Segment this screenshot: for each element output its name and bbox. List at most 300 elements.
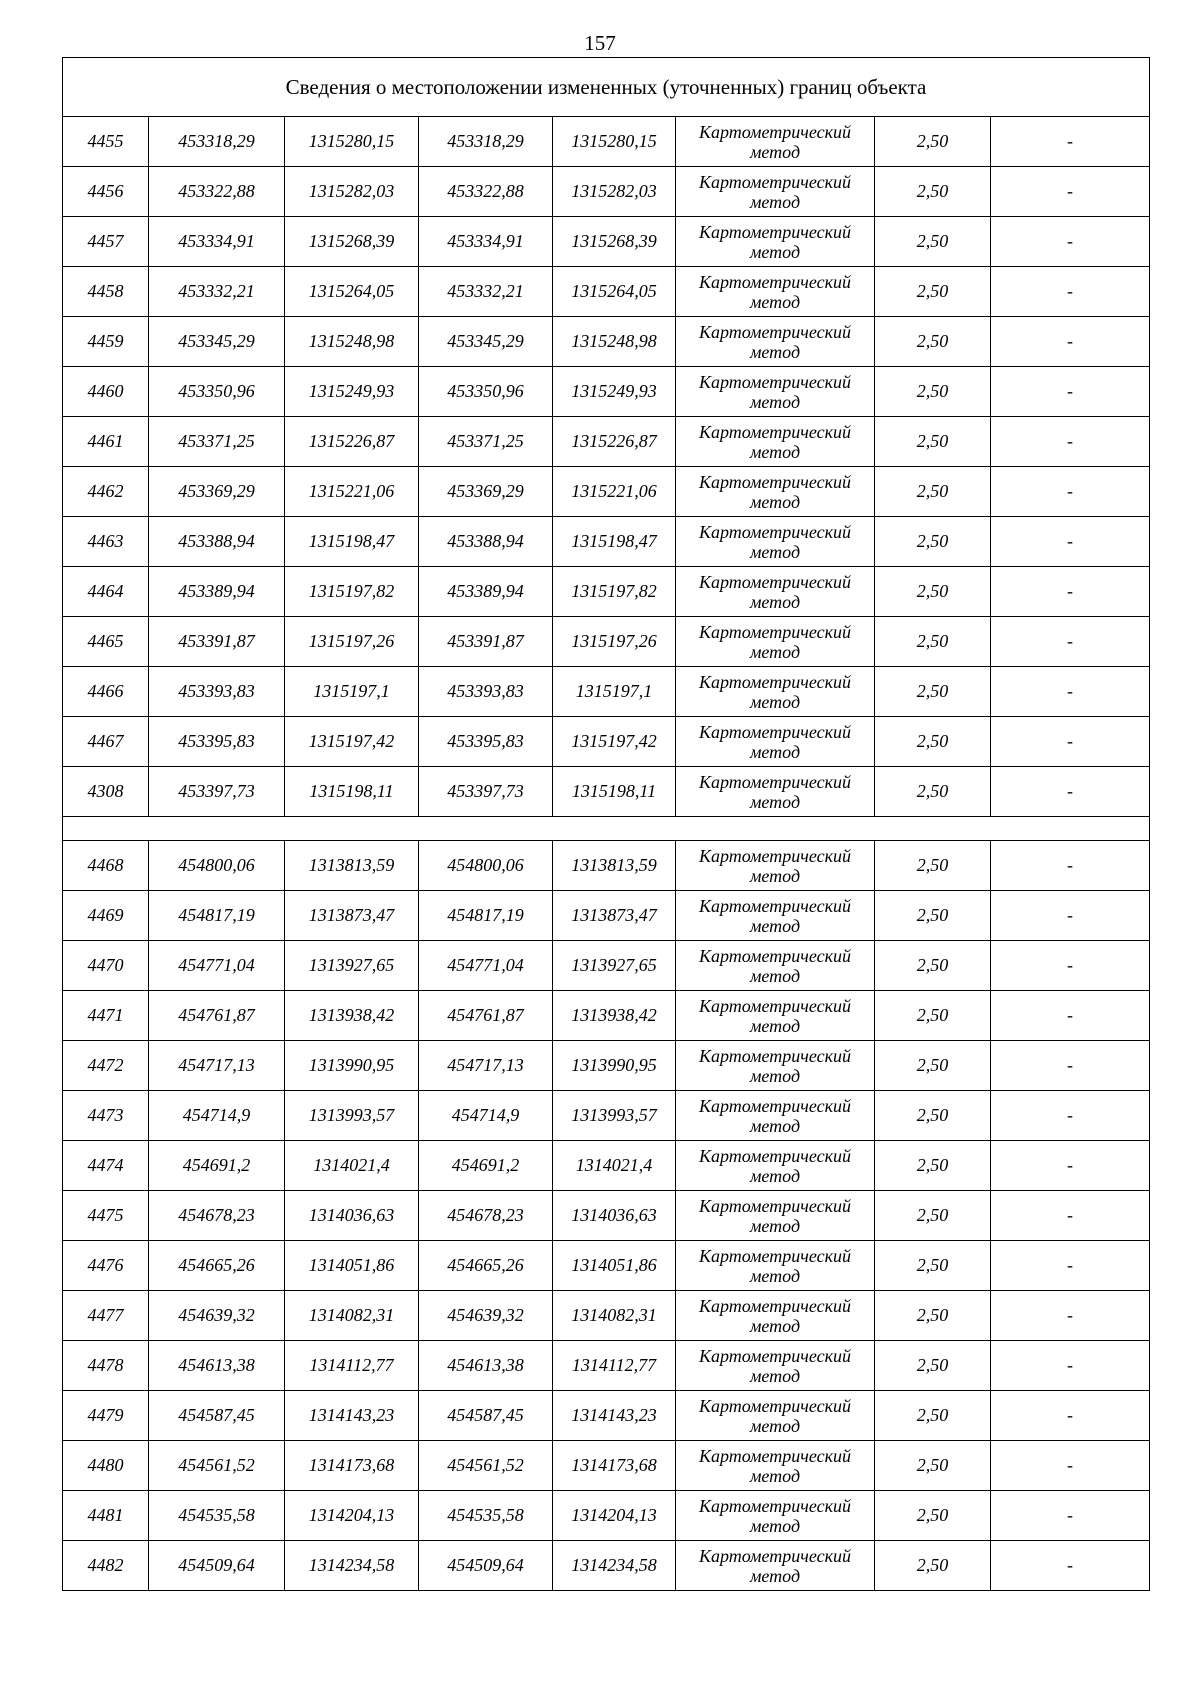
existing-x-cell: 453389,94: [149, 567, 285, 617]
method-line-2: метод: [749, 1415, 801, 1436]
existing-y-cell: 1313990,95: [285, 1041, 419, 1091]
description-cell: -: [991, 567, 1150, 617]
description-cell: -: [991, 991, 1150, 1041]
refined-y-cell: 1314036,63: [553, 1191, 676, 1241]
accuracy-cell: 2,50: [875, 267, 991, 317]
method-line-1: Картометрический: [698, 1345, 851, 1366]
method-line-1: Картометрический: [698, 1145, 851, 1166]
existing-x-cell: 454509,64: [149, 1541, 285, 1591]
table-row: [63, 417, 1150, 467]
point-number-cell: 4458: [63, 267, 149, 317]
existing-x-cell: 453395,83: [149, 717, 285, 767]
method-cell: [676, 1391, 875, 1441]
refined-x-cell: 453332,21: [419, 267, 553, 317]
method-line-1: Картометрический: [698, 1245, 851, 1266]
existing-x-cell: 453345,29: [149, 317, 285, 367]
accuracy-cell: 2,50: [875, 1291, 991, 1341]
accuracy-cell: 2,50: [875, 1041, 991, 1091]
existing-y-cell: 1315249,93: [285, 367, 419, 417]
refined-x-cell: 453371,25: [419, 417, 553, 467]
table-row: [63, 1441, 1150, 1491]
existing-x-cell: 454691,2: [149, 1141, 285, 1191]
method-line-1: Картометрический: [698, 945, 851, 966]
existing-y-cell: 1315221,06: [285, 467, 419, 517]
refined-y-cell: 1313813,59: [553, 841, 676, 891]
method-line-1: Картометрический: [698, 271, 851, 292]
description-cell: -: [991, 317, 1150, 367]
method-line-2: метод: [749, 691, 801, 712]
existing-y-cell: 1314082,31: [285, 1291, 419, 1341]
existing-y-cell: 1315282,03: [285, 167, 419, 217]
accuracy-cell: 2,50: [875, 367, 991, 417]
refined-x-cell: 454587,45: [419, 1391, 553, 1441]
group-separator-row: [63, 817, 1150, 841]
refined-y-cell: 1314112,77: [553, 1341, 676, 1391]
method-line-2: метод: [749, 791, 801, 812]
method-line-2: метод: [749, 191, 801, 212]
table-row: [63, 1041, 1150, 1091]
accuracy-cell: 2,50: [875, 1391, 991, 1441]
table-row: [63, 991, 1150, 1041]
existing-x-cell: 454817,19: [149, 891, 285, 941]
method-line-1: Картометрический: [698, 121, 851, 142]
table-row: [63, 267, 1150, 317]
method-cell: [676, 717, 875, 767]
table-header-row: [63, 58, 1150, 117]
method-line-1: Картометрический: [698, 771, 851, 792]
point-number-cell: 4469: [63, 891, 149, 941]
table-row: [63, 1341, 1150, 1391]
point-number-cell: 4472: [63, 1041, 149, 1091]
refined-x-cell: 454817,19: [419, 891, 553, 941]
refined-x-cell: 453393,83: [419, 667, 553, 717]
description-cell: -: [991, 217, 1150, 267]
accuracy-cell: 2,50: [875, 167, 991, 217]
description-cell: -: [991, 717, 1150, 767]
refined-y-cell: 1314051,86: [553, 1241, 676, 1291]
accuracy-cell: 2,50: [875, 1491, 991, 1541]
accuracy-cell: 2,50: [875, 1341, 991, 1391]
existing-y-cell: 1314173,68: [285, 1441, 419, 1491]
table-row: [63, 1191, 1150, 1241]
method-cell: [676, 217, 875, 267]
description-cell: -: [991, 417, 1150, 467]
refined-x-cell: 454639,32: [419, 1291, 553, 1341]
method-cell: [676, 667, 875, 717]
method-line-2: метод: [749, 491, 801, 512]
description-cell: -: [991, 117, 1150, 167]
description-cell: -: [991, 367, 1150, 417]
existing-x-cell: 454800,06: [149, 841, 285, 891]
table-row: [63, 1391, 1150, 1441]
method-line-2: метод: [749, 341, 801, 362]
refined-x-cell: 454771,04: [419, 941, 553, 991]
method-line-2: метод: [749, 965, 801, 986]
refined-x-cell: 454691,2: [419, 1141, 553, 1191]
accuracy-cell: 2,50: [875, 217, 991, 267]
table-row: [63, 1141, 1150, 1191]
description-cell: -: [991, 1291, 1150, 1341]
existing-y-cell: 1314021,4: [285, 1141, 419, 1191]
point-number-cell: 4459: [63, 317, 149, 367]
point-number-cell: 4480: [63, 1441, 149, 1491]
method-line-2: метод: [749, 1215, 801, 1236]
table-row: [63, 317, 1150, 367]
description-cell: -: [991, 517, 1150, 567]
method-line-1: Картометрический: [698, 1195, 851, 1216]
table-row: [63, 717, 1150, 767]
refined-x-cell: 453391,87: [419, 617, 553, 667]
method-line-2: метод: [749, 1515, 801, 1536]
table-row: [63, 767, 1150, 817]
method-line-1: Картометрический: [698, 1395, 851, 1416]
accuracy-cell: 2,50: [875, 567, 991, 617]
method-cell: [676, 941, 875, 991]
existing-y-cell: 1314036,63: [285, 1191, 419, 1241]
existing-y-cell: 1315197,26: [285, 617, 419, 667]
method-line-1: Картометрический: [698, 845, 851, 866]
existing-x-cell: 454561,52: [149, 1441, 285, 1491]
method-line-1: Картометрический: [698, 471, 851, 492]
description-cell: -: [991, 1541, 1150, 1591]
method-cell: [676, 567, 875, 617]
accuracy-cell: 2,50: [875, 1091, 991, 1141]
method-line-2: метод: [749, 1565, 801, 1586]
existing-y-cell: 1315226,87: [285, 417, 419, 467]
table-row: [63, 1491, 1150, 1541]
existing-x-cell: 454587,45: [149, 1391, 285, 1441]
refined-y-cell: 1315282,03: [553, 167, 676, 217]
accuracy-cell: 2,50: [875, 767, 991, 817]
table-body: [63, 58, 1150, 1591]
method-cell: [676, 1091, 875, 1141]
existing-y-cell: 1314204,13: [285, 1491, 419, 1541]
method-line-1: Картометрический: [698, 621, 851, 642]
existing-x-cell: 454535,58: [149, 1491, 285, 1541]
refined-x-cell: 454613,38: [419, 1341, 553, 1391]
method-line-2: метод: [749, 1265, 801, 1286]
refined-y-cell: 1315197,26: [553, 617, 676, 667]
method-line-1: Картометрический: [698, 371, 851, 392]
method-line-2: метод: [749, 1365, 801, 1386]
description-cell: -: [991, 1041, 1150, 1091]
refined-y-cell: 1315264,05: [553, 267, 676, 317]
accuracy-cell: 2,50: [875, 467, 991, 517]
description-cell: -: [991, 941, 1150, 991]
accuracy-cell: 2,50: [875, 417, 991, 467]
accuracy-cell: 2,50: [875, 841, 991, 891]
method-line-2: метод: [749, 865, 801, 886]
group-separator-cell: [63, 817, 1150, 841]
refined-x-cell: 453350,96: [419, 367, 553, 417]
refined-y-cell: 1314082,31: [553, 1291, 676, 1341]
existing-y-cell: 1313993,57: [285, 1091, 419, 1141]
refined-y-cell: 1315268,39: [553, 217, 676, 267]
point-number-cell: 4476: [63, 1241, 149, 1291]
accuracy-cell: 2,50: [875, 1191, 991, 1241]
refined-x-cell: 454561,52: [419, 1441, 553, 1491]
method-line-1: Картометрический: [698, 571, 851, 592]
method-cell: [676, 1491, 875, 1541]
existing-y-cell: 1315280,15: [285, 117, 419, 167]
table-row: [63, 617, 1150, 667]
existing-x-cell: 454761,87: [149, 991, 285, 1041]
refined-x-cell: 454509,64: [419, 1541, 553, 1591]
existing-x-cell: 453350,96: [149, 367, 285, 417]
existing-y-cell: 1315197,82: [285, 567, 419, 617]
description-cell: -: [991, 1091, 1150, 1141]
point-number-cell: 4470: [63, 941, 149, 991]
method-cell: [676, 841, 875, 891]
refined-x-cell: 454678,23: [419, 1191, 553, 1241]
accuracy-cell: 2,50: [875, 1541, 991, 1591]
method-line-1: Картометрический: [698, 1545, 851, 1566]
existing-x-cell: 453397,73: [149, 767, 285, 817]
refined-y-cell: 1315226,87: [553, 417, 676, 467]
table-row: [63, 1091, 1150, 1141]
method-cell: [676, 1141, 875, 1191]
table-row: [63, 167, 1150, 217]
method-line-2: метод: [749, 541, 801, 562]
refined-y-cell: 1313938,42: [553, 991, 676, 1041]
existing-x-cell: 454639,32: [149, 1291, 285, 1341]
existing-y-cell: 1314112,77: [285, 1341, 419, 1391]
method-cell: [676, 1191, 875, 1241]
point-number-cell: 4481: [63, 1491, 149, 1541]
existing-x-cell: 454678,23: [149, 1191, 285, 1241]
existing-y-cell: 1314143,23: [285, 1391, 419, 1441]
table-title: Сведения о местоположении измененных (уточненных) границ объекта: [63, 58, 1150, 117]
point-number-cell: 4462: [63, 467, 149, 517]
existing-y-cell: 1314051,86: [285, 1241, 419, 1291]
point-number-cell: 4473: [63, 1091, 149, 1141]
description-cell: -: [991, 1341, 1150, 1391]
refined-y-cell: 1313873,47: [553, 891, 676, 941]
existing-y-cell: 1315198,11: [285, 767, 419, 817]
description-cell: -: [991, 841, 1150, 891]
existing-y-cell: 1315248,98: [285, 317, 419, 367]
method-cell: [676, 117, 875, 167]
refined-y-cell: 1313927,65: [553, 941, 676, 991]
method-cell: [676, 617, 875, 667]
method-cell: [676, 1041, 875, 1091]
method-cell: [676, 417, 875, 467]
table-row: [63, 1241, 1150, 1291]
point-number-cell: 4461: [63, 417, 149, 467]
page-number: 157: [584, 31, 616, 55]
existing-x-cell: 454613,38: [149, 1341, 285, 1391]
method-line-1: Картометрический: [698, 895, 851, 916]
method-line-1: Картометрический: [698, 221, 851, 242]
existing-y-cell: 1315198,47: [285, 517, 419, 567]
point-number-cell: 4477: [63, 1291, 149, 1341]
point-number-cell: 4482: [63, 1541, 149, 1591]
method-cell: [676, 1291, 875, 1341]
table-row: [63, 367, 1150, 417]
accuracy-cell: 2,50: [875, 1241, 991, 1291]
refined-x-cell: 453322,88: [419, 167, 553, 217]
existing-x-cell: 453391,87: [149, 617, 285, 667]
boundary-coordinates-table: [62, 57, 1150, 1591]
existing-y-cell: 1315197,1: [285, 667, 419, 717]
refined-x-cell: 453388,94: [419, 517, 553, 567]
accuracy-cell: 2,50: [875, 517, 991, 567]
table-row: [63, 517, 1150, 567]
method-line-1: Картометрический: [698, 721, 851, 742]
refined-y-cell: 1313993,57: [553, 1091, 676, 1141]
method-line-1: Картометрический: [698, 521, 851, 542]
method-cell: [676, 517, 875, 567]
method-line-1: Картометрический: [698, 995, 851, 1016]
accuracy-cell: 2,50: [875, 1141, 991, 1191]
description-cell: -: [991, 1141, 1150, 1191]
existing-x-cell: 453371,25: [149, 417, 285, 467]
point-number-cell: 4468: [63, 841, 149, 891]
method-line-2: метод: [749, 291, 801, 312]
accuracy-cell: 2,50: [875, 317, 991, 367]
method-line-2: метод: [749, 591, 801, 612]
method-line-2: метод: [749, 1315, 801, 1336]
table-row: [63, 1291, 1150, 1341]
refined-y-cell: 1315197,82: [553, 567, 676, 617]
method-cell: [676, 891, 875, 941]
refined-y-cell: 1314173,68: [553, 1441, 676, 1491]
existing-y-cell: 1314234,58: [285, 1541, 419, 1591]
refined-y-cell: 1313990,95: [553, 1041, 676, 1091]
description-cell: -: [991, 891, 1150, 941]
method-cell: [676, 767, 875, 817]
refined-x-cell: 454535,58: [419, 1491, 553, 1541]
existing-x-cell: 453334,91: [149, 217, 285, 267]
refined-x-cell: 453345,29: [419, 317, 553, 367]
existing-y-cell: 1313938,42: [285, 991, 419, 1041]
accuracy-cell: 2,50: [875, 891, 991, 941]
method-line-1: Картометрический: [698, 321, 851, 342]
description-cell: -: [991, 617, 1150, 667]
table-row: [63, 667, 1150, 717]
method-cell: [676, 167, 875, 217]
point-number-cell: 4465: [63, 617, 149, 667]
existing-y-cell: 1313873,47: [285, 891, 419, 941]
refined-y-cell: 1315249,93: [553, 367, 676, 417]
method-line-1: Картометрический: [698, 1095, 851, 1116]
method-line-2: метод: [749, 241, 801, 262]
existing-x-cell: 453318,29: [149, 117, 285, 167]
point-number-cell: 4475: [63, 1191, 149, 1241]
refined-y-cell: 1315197,1: [553, 667, 676, 717]
existing-x-cell: 454665,26: [149, 1241, 285, 1291]
description-cell: -: [991, 1441, 1150, 1491]
method-line-1: Картометрический: [698, 1445, 851, 1466]
description-cell: -: [991, 167, 1150, 217]
method-line-2: метод: [749, 915, 801, 936]
refined-x-cell: 453334,91: [419, 217, 553, 267]
method-cell: [676, 317, 875, 367]
existing-x-cell: 454714,9: [149, 1091, 285, 1141]
refined-x-cell: 453369,29: [419, 467, 553, 517]
existing-x-cell: 453393,83: [149, 667, 285, 717]
refined-x-cell: 453397,73: [419, 767, 553, 817]
existing-x-cell: 454717,13: [149, 1041, 285, 1091]
point-number-cell: 4463: [63, 517, 149, 567]
refined-y-cell: 1315198,47: [553, 517, 676, 567]
refined-x-cell: 453318,29: [419, 117, 553, 167]
method-line-2: метод: [749, 1165, 801, 1186]
point-number-cell: 4460: [63, 367, 149, 417]
existing-x-cell: 454771,04: [149, 941, 285, 991]
refined-y-cell: 1315280,15: [553, 117, 676, 167]
refined-y-cell: 1315248,98: [553, 317, 676, 367]
table-row: [63, 467, 1150, 517]
refined-x-cell: 454717,13: [419, 1041, 553, 1091]
method-line-2: метод: [749, 1015, 801, 1036]
method-line-2: метод: [749, 641, 801, 662]
existing-y-cell: 1315197,42: [285, 717, 419, 767]
method-cell: [676, 1241, 875, 1291]
table-row: [63, 217, 1150, 267]
description-cell: -: [991, 1191, 1150, 1241]
method-line-2: метод: [749, 1115, 801, 1136]
description-cell: -: [991, 467, 1150, 517]
table-row: [63, 117, 1150, 167]
method-cell: [676, 1541, 875, 1591]
point-number-cell: 4464: [63, 567, 149, 617]
method-cell: [676, 991, 875, 1041]
method-line-2: метод: [749, 141, 801, 162]
accuracy-cell: 2,50: [875, 667, 991, 717]
point-number-cell: 4455: [63, 117, 149, 167]
method-line-1: Картометрический: [698, 1045, 851, 1066]
refined-x-cell: 454800,06: [419, 841, 553, 891]
refined-y-cell: 1314234,58: [553, 1541, 676, 1591]
method-cell: [676, 1341, 875, 1391]
method-line-2: метод: [749, 1065, 801, 1086]
method-line-2: метод: [749, 741, 801, 762]
table-row: [63, 841, 1150, 891]
existing-y-cell: 1313927,65: [285, 941, 419, 991]
refined-x-cell: 453395,83: [419, 717, 553, 767]
existing-x-cell: 453369,29: [149, 467, 285, 517]
refined-x-cell: 454714,9: [419, 1091, 553, 1141]
refined-y-cell: 1315221,06: [553, 467, 676, 517]
point-number-cell: 4474: [63, 1141, 149, 1191]
method-line-2: метод: [749, 391, 801, 412]
method-line-1: Картометрический: [698, 421, 851, 442]
accuracy-cell: 2,50: [875, 941, 991, 991]
method-line-1: Картометрический: [698, 671, 851, 692]
refined-y-cell: 1315197,42: [553, 717, 676, 767]
point-number-cell: 4471: [63, 991, 149, 1041]
accuracy-cell: 2,50: [875, 991, 991, 1041]
table-row: [63, 567, 1150, 617]
refined-y-cell: 1314021,4: [553, 1141, 676, 1191]
point-number-cell: 4308: [63, 767, 149, 817]
existing-y-cell: 1315268,39: [285, 217, 419, 267]
refined-x-cell: 454761,87: [419, 991, 553, 1041]
refined-y-cell: 1314143,23: [553, 1391, 676, 1441]
table-row: [63, 1541, 1150, 1591]
existing-x-cell: 453322,88: [149, 167, 285, 217]
table-row: [63, 891, 1150, 941]
description-cell: -: [991, 667, 1150, 717]
point-number-cell: 4479: [63, 1391, 149, 1441]
table-row: [63, 941, 1150, 991]
point-number-cell: 4467: [63, 717, 149, 767]
point-number-cell: 4478: [63, 1341, 149, 1391]
description-cell: -: [991, 767, 1150, 817]
accuracy-cell: 2,50: [875, 617, 991, 667]
accuracy-cell: 2,50: [875, 117, 991, 167]
